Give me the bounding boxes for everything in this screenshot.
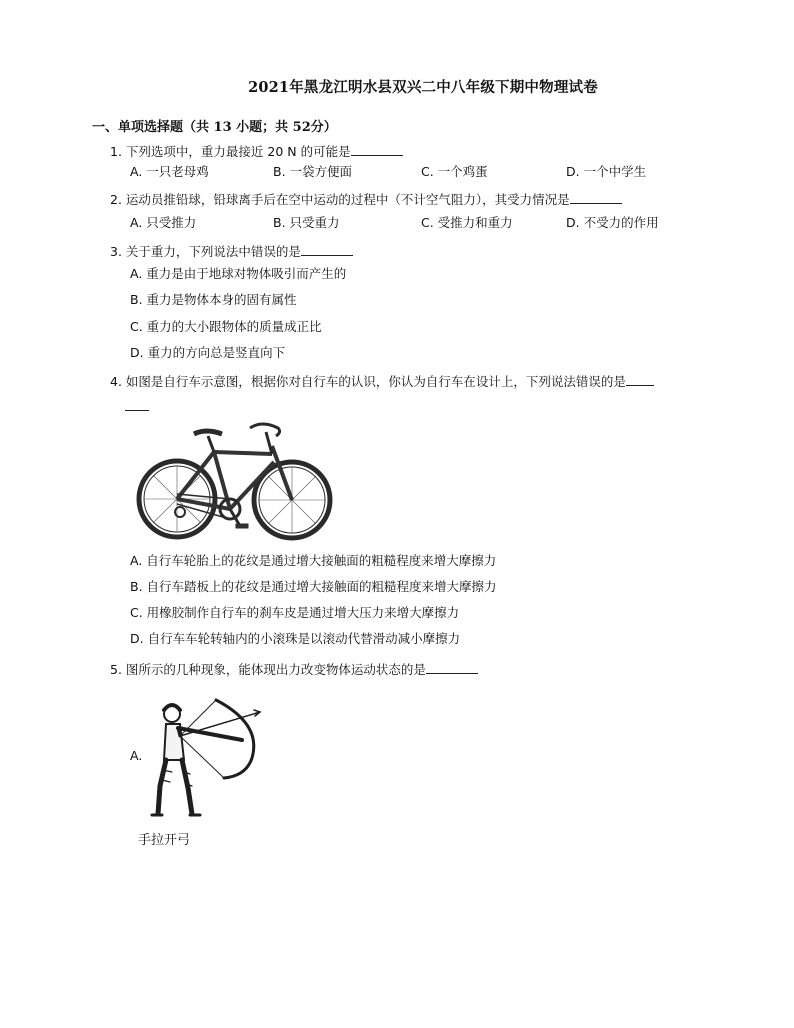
q2-option-c: C. 受推力和重力	[421, 215, 513, 230]
q2-option-d: D. 不受力的作用	[566, 215, 659, 230]
q4-option-c: C. 用橡胶制作自行车的刹车皮是通过增大压力来增大摩擦力	[130, 605, 460, 620]
q1-option-a: A. 一只老母鸡	[130, 164, 209, 179]
exam-title: 2021年黑龙江明水县双兴二中八年级下期中物理试卷	[248, 79, 598, 96]
q5-option-a-label: A.	[130, 748, 143, 763]
q3-option-b: B. 重力是物体本身的固有属性	[130, 292, 297, 307]
bicycle-illustration	[132, 414, 337, 546]
answer-blank	[301, 243, 353, 256]
answer-blank	[351, 143, 403, 156]
answer-blank	[626, 373, 654, 386]
question-3-stem: 3. 关于重力，下列说法中错误的是	[110, 243, 353, 260]
question-1-stem: 1. 下列选项中，重力最接近 20 N 的可能是	[110, 143, 403, 160]
q1-option-d: D. 一个中学生	[566, 164, 647, 179]
q3-option-a: A. 重力是由于地球对物体吸引而产生的	[130, 266, 347, 281]
question-2-stem: 2. 运动员推铅球，铅球离手后在空中运动的过程中（不计空气阻力），其受力情况是	[110, 191, 622, 208]
q2-option-b: B. 只受重力	[273, 215, 340, 230]
question-5-stem: 5. 图所示的几种现象，能体现出力改变物体运动状态的是	[110, 661, 478, 678]
q2-option-a: A. 只受推力	[130, 215, 197, 230]
q3-option-c: C. 重力的大小跟物体的质量成正比	[130, 319, 322, 334]
answer-blank	[426, 661, 478, 674]
archer-illustration	[144, 694, 262, 820]
q4-option-a: A. 自行车轮胎上的花纹是通过增大接触面的粗糙程度来增大摩擦力	[130, 553, 497, 568]
q3-option-d: D. 重力的方向总是竖直向下	[130, 345, 286, 360]
question-4-stem: 4. 如图是自行车示意图，根据你对自行车的认识，你认为自行车在设计上，下列说法错误的是	[110, 373, 654, 390]
answer-blank-continuation	[125, 398, 149, 411]
q5-option-a-caption: 手拉开弓	[138, 833, 191, 848]
section-heading: 一、单项选择题（共 13 小题；共 52分）	[92, 120, 337, 135]
answer-blank	[570, 191, 622, 204]
q4-option-d: D. 自行车车轮转轴内的小滚珠是以滚动代替滑动减小摩擦力	[130, 631, 461, 646]
q4-option-b: B. 自行车踏板上的花纹是通过增大接触面的粗糙程度来增大摩擦力	[130, 579, 497, 594]
q1-option-c: C. 一个鸡蛋	[421, 164, 488, 179]
q1-option-b: B. 一袋方便面	[273, 164, 353, 179]
